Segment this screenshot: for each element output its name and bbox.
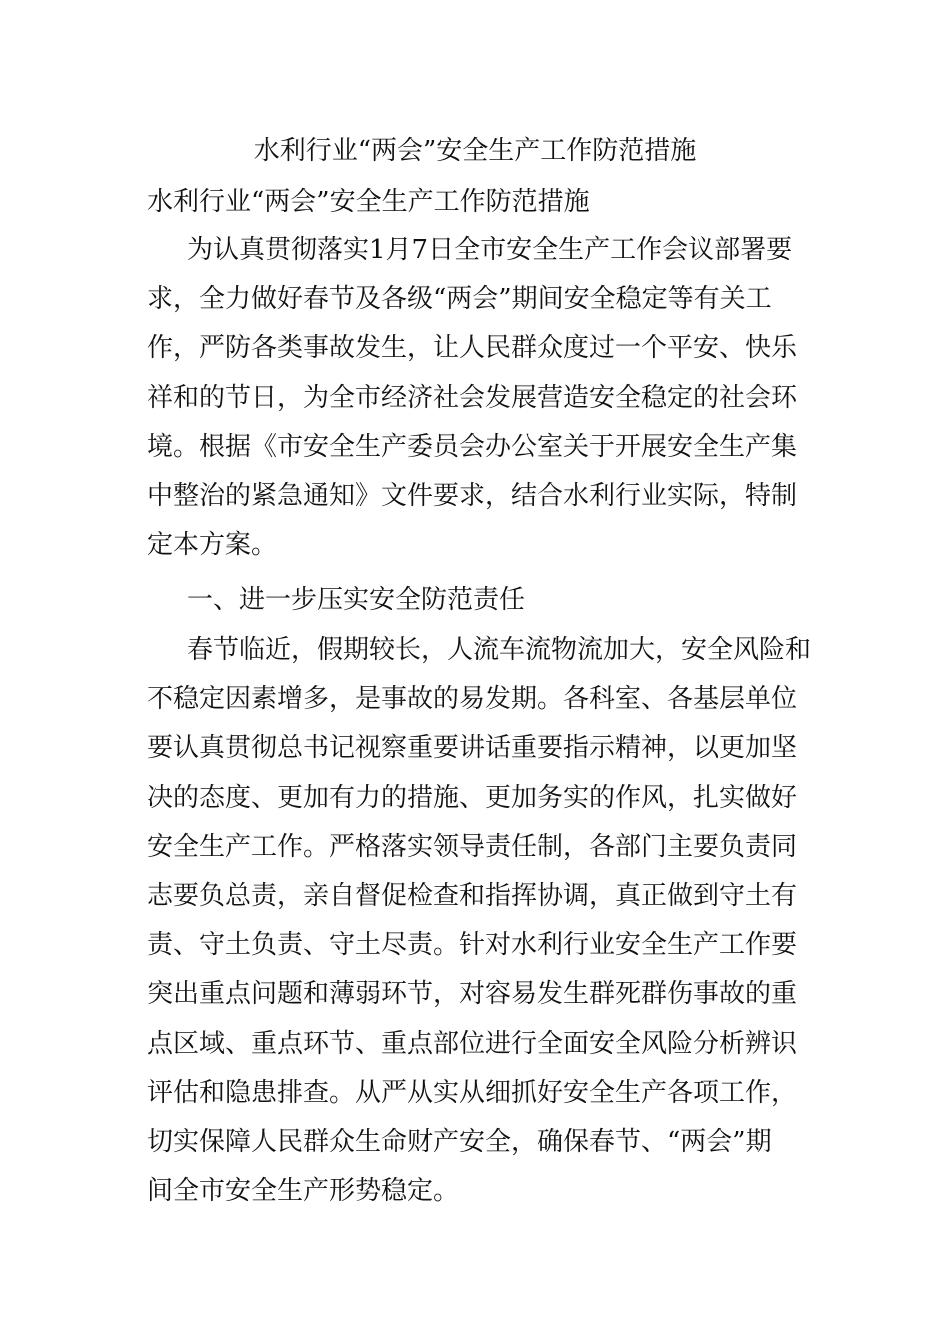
paragraph-line: 境。根据《市安全生产委员会办公室关于开展安全生产集 — [147, 431, 798, 462]
section-heading-text: 一、进一步压实安全防范责任 — [187, 585, 526, 615]
paragraph-line: 评估和隐患排查。从严从实从细抓好安全生产各项工作， — [147, 1077, 798, 1108]
paragraph-line: 定本方案。 — [147, 530, 278, 561]
paragraph-line: 不稳定因素增多，是事故的易发期。各科室、各基层单位 — [147, 684, 798, 715]
paragraph-line: 责、守土负责、守土尽责。针对水利行业安全生产工作要 — [147, 930, 798, 961]
document-subtitle: 水利行业“两会”安全生产工作防范措施 — [147, 187, 590, 217]
paragraph-line: 中整治的紧急通知》文件要求，结合水利行业实际，特制 — [147, 481, 798, 512]
paragraph-intro — [147, 226, 807, 570]
document-title: 水利行业“两会”安全生产工作防范措施 — [253, 136, 697, 166]
paragraph-line: 决的态度、更加有力的措施、更加务实的作风，扎实做好 — [147, 782, 798, 813]
paragraph-line: 祥和的节日，为全市经济社会发展营造安全稳定的社会环 — [147, 382, 798, 413]
paragraph-line: 志要负总责，亲自督促检查和指挥协调，真正做到守土有 — [147, 881, 798, 912]
paragraph-line: 间全市安全生产形势稳定。 — [147, 1176, 460, 1207]
paragraph-line: 要认真贯彻总书记视察重要讲话重要指示精神，以更加坚 — [147, 733, 798, 764]
paragraph-line: 切实保障人民群众生命财产安全，确保春节、“两会”期 — [147, 1127, 772, 1158]
paragraph-line: 突出重点问题和薄弱环节，对容易发生群死群伤事故的重 — [147, 979, 798, 1010]
paragraph-line: 作，严防各类事故发生，让人民群众度过一个平安、快乐 — [147, 333, 798, 364]
paragraph-line: 点区域、重点环节、重点部位进行全面安全风险分析辨识 — [147, 1028, 798, 1059]
section-heading — [147, 576, 807, 625]
paragraph-section1 — [147, 626, 812, 1216]
paragraph-line: 为认真贯彻落实1月7日全市安全生产工作会议部署要 — [187, 235, 793, 265]
paragraph-line: 安全生产工作。严格落实领导责任制，各部门主要负责同 — [147, 831, 798, 862]
paragraph-line: 春节临近，假期较长，人流车流物流加大，安全风险和 — [187, 635, 812, 665]
paragraph-line: 求，全力做好春节及各级“两会”期间安全稳定等有关工 — [147, 284, 772, 315]
